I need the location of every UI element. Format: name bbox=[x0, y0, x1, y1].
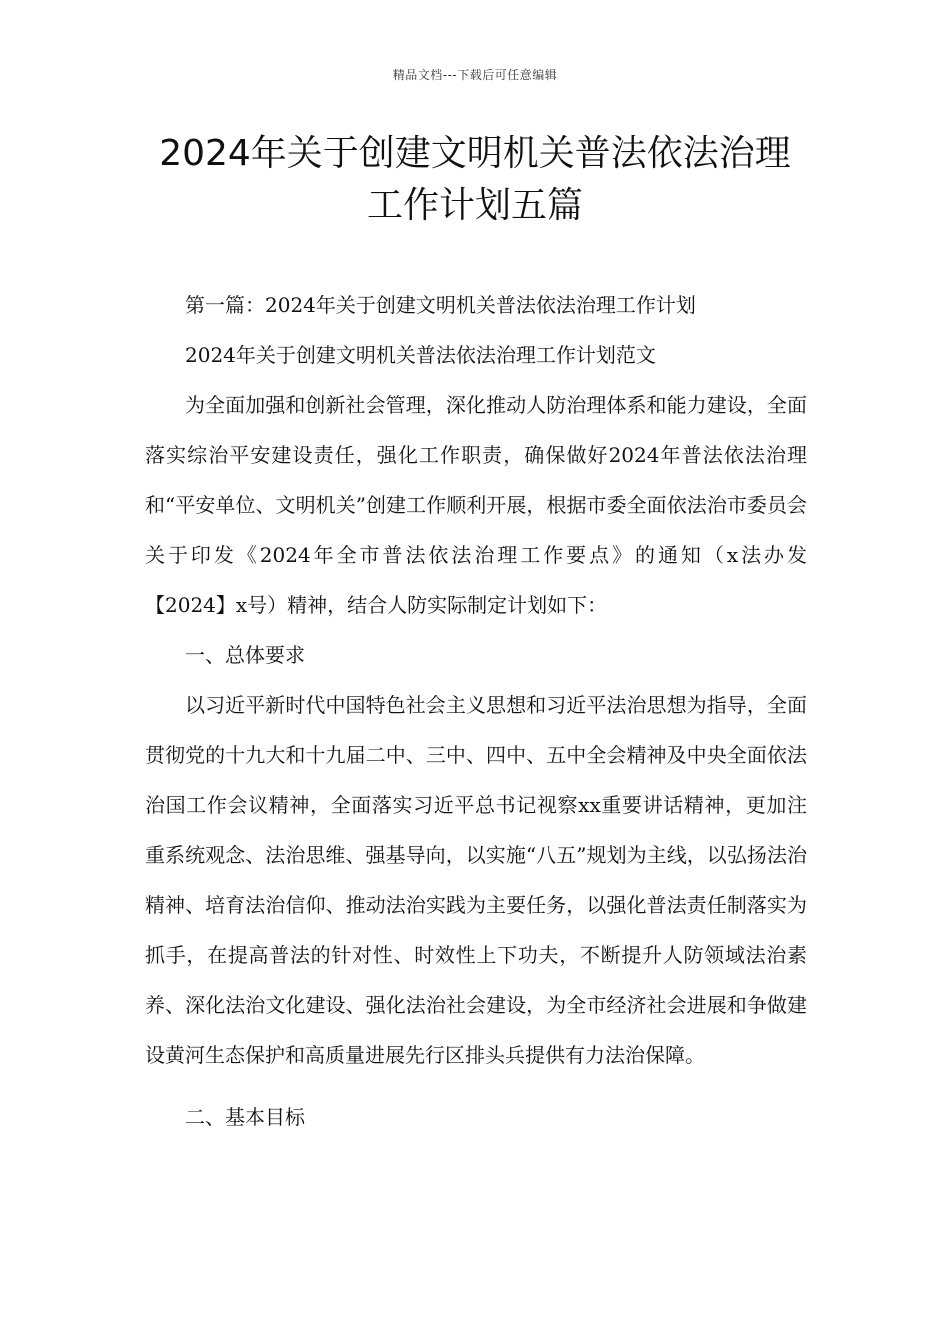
section-2-heading: 二、基本目标 bbox=[185, 1105, 305, 1129]
intro-paragraph: 为全面加强和创新社会管理，深化推动人防治理体系和能力建设，全面落实综治平安建设责任，强化工作职责，确保做好2024年普法依法治理和“平安单位、文明机关”创建工作顺利开展，根据市委全面依法治市委员会关于印发《2024年全市普法依法治理工作要点》的通知（x法办发【2024】x号）精神，结合人防实际制定计划如下： bbox=[145, 393, 807, 617]
document-body bbox=[145, 280, 807, 1142]
header-note: 精品文档---下载后可任意编辑 bbox=[392, 68, 558, 82]
title-line-2: 工作计划五篇 bbox=[366, 185, 583, 226]
section-1-paragraph: 以习近平新时代中国特色社会主义思想和习近平法治思想为指导，全面贯彻党的十九大和十九届二中、三中、四中、五中全会精神及中央全面依法治国工作会议精神，全面落实习近平总书记视察xx重要讲话精神，更加注重系统观念、法治思维、强基导向，以实施“八五”规划为主线，以弘扬法治精神、培育法治信仰、推动法治实践为主要任务，以强化普法责任制落实为抓手，在提高普法的针对性、时效性上下功夫，不断提升人防领域法治素养、深化法治文化建设、强化法治社会建设，为全市经济社会进展和争做建设黄河生态保护和高质量进展先行区排头兵提供有力法治保障。 bbox=[145, 693, 807, 1067]
section-1-heading: 一、总体要求 bbox=[185, 643, 305, 667]
title-line-1: 2024年关于创建文明机关普法依法治理 bbox=[159, 133, 791, 174]
document-title bbox=[120, 128, 830, 232]
chapter-heading: 第一篇：2024年关于创建文明机关普法依法治理工作计划 bbox=[185, 293, 696, 317]
document-subtitle: 2024年关于创建文明机关普法依法治理工作计划范文 bbox=[185, 343, 656, 367]
